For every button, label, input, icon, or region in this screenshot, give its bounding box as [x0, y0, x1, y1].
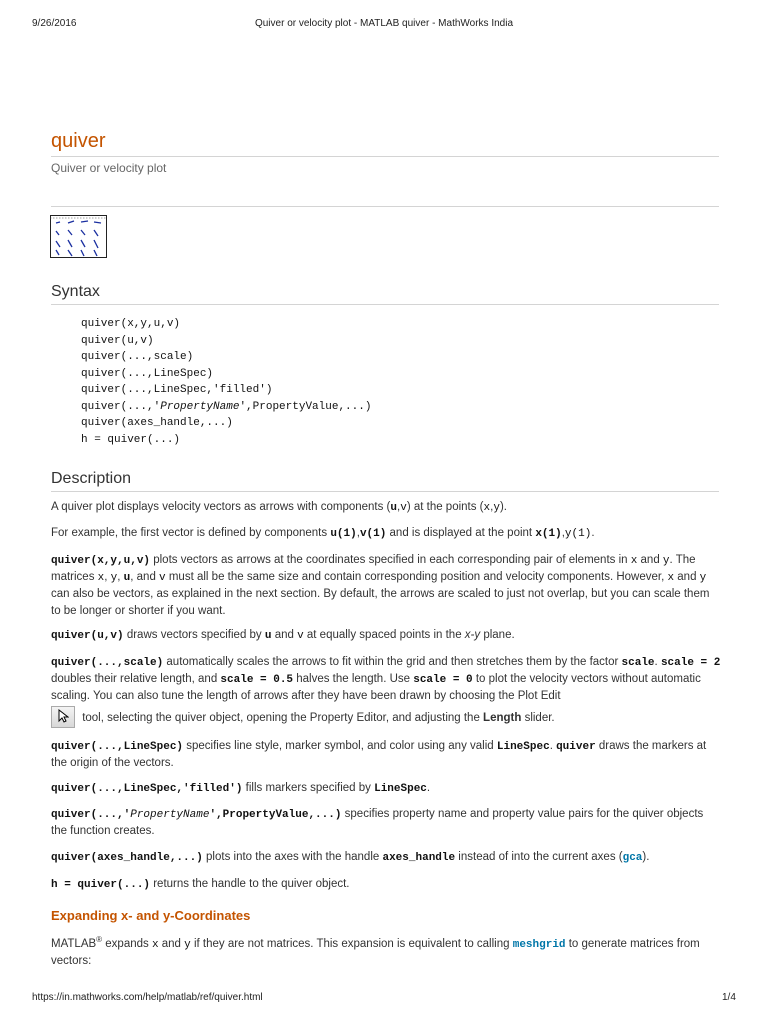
- syntax-line: quiver(...,'PropertyName',PropertyValue,...): [81, 400, 372, 413]
- expanding-coordinates-heading: Expanding x- and y-Coordinates: [51, 908, 251, 923]
- description-paragraph-1: A quiver plot displays velocity vectors as arrows with components (u,v) at the points (x,y).: [51, 501, 507, 514]
- description-paragraph-9: quiver(axes_handle,...) plots into the axes with the handle axes_handle instead of into the current axes (gca).: [51, 851, 650, 864]
- syntax-line: quiver(x,y,u,v): [81, 318, 181, 330]
- syntax-line: quiver(...,LineSpec): [81, 367, 214, 380]
- expanding-paragraph: MATLAB® expands x and y if they are not matrices. This expansion is equivalent to calling meshgrid to generate matrices from vectors:: [51, 935, 700, 968]
- description-paragraph-8: quiver(...,'PropertyName',PropertyValue,...) specifies property name and property value pairs for the quiver objects the function creates.: [51, 808, 704, 838]
- syntax-block: [81, 316, 371, 448]
- description-paragraph-7: quiver(...,LineSpec,'filled') fills markers specified by LineSpec.: [51, 782, 431, 795]
- description-paragraph-10: h = quiver(...) returns the handle to the quiver object.: [51, 878, 350, 891]
- description-divider: [51, 491, 719, 492]
- description-heading: Description: [51, 470, 132, 487]
- print-url: https://in.mathworks.com/help/matlab/ref/quiver.html: [32, 992, 263, 1003]
- print-date: 9/26/2016: [32, 18, 77, 29]
- title-divider: [51, 156, 719, 157]
- description-paragraph-6: quiver(...,LineSpec) specifies line style, marker symbol, and color using any valid LineSpec. quiver draws the markers at the origin of the vectors.: [51, 740, 707, 770]
- print-title: Quiver or velocity plot - MATLAB quiver - MathWorks India: [254, 18, 514, 29]
- page-title: quiver: [51, 130, 106, 152]
- plot-edit-tool-icon: [51, 706, 75, 728]
- description-paragraph-3: quiver(x,y,u,v) plots vectors as arrows at the coordinates specified in each corresponding pair of elements in x and y. The matrices x, y, u, and v must all be the same size and contain corresponding position and velocity components. However, x and y can also be vectors, as explained in the next section. By default, the arrows are scaled to just not overlap, but you can scale them to be longer or shorter if you want.: [51, 554, 710, 617]
- print-page-number: 1/4: [722, 992, 736, 1003]
- page-subtitle: Quiver or velocity plot: [51, 161, 167, 175]
- subtitle-divider: [51, 206, 719, 207]
- syntax-line: h = quiver(...): [81, 433, 181, 446]
- meshgrid-link[interactable]: meshgrid: [512, 938, 566, 951]
- syntax-line: quiver(...,scale): [81, 351, 194, 363]
- syntax-divider: [51, 304, 719, 305]
- syntax-line: quiver(...,LineSpec,'filled'): [81, 384, 273, 396]
- syntax-line: quiver(axes_handle,...): [81, 417, 233, 429]
- syntax-heading: Syntax: [51, 283, 100, 300]
- description-paragraph-4: quiver(u,v) draws vectors specified by u and v at equally spaced points in the x-y plane.: [51, 629, 515, 642]
- quiver-plot-thumbnail: [50, 215, 107, 258]
- description-paragraph-5: quiver(...,scale) automatically scales the arrows to fit within the grid and then stretches them by the factor scale. scale = 2 doubles their relative length, and scale = 0.5 halves the length. Use scale = 0 to plot the velocity vectors without automatic scaling. You can also tune the length of arrows after they have been drawn by choosing the Plot Edit tool, selecting the quiver object, opening the Property Editor, and adjusting the Length slider.: [51, 654, 721, 729]
- syntax-line: quiver(u,v): [81, 334, 154, 347]
- description-paragraph-2: For example, the first vector is defined by components u(1),v(1) and is displayed at the point x(1),y(1).: [51, 527, 595, 540]
- gca-link[interactable]: gca: [622, 852, 643, 864]
